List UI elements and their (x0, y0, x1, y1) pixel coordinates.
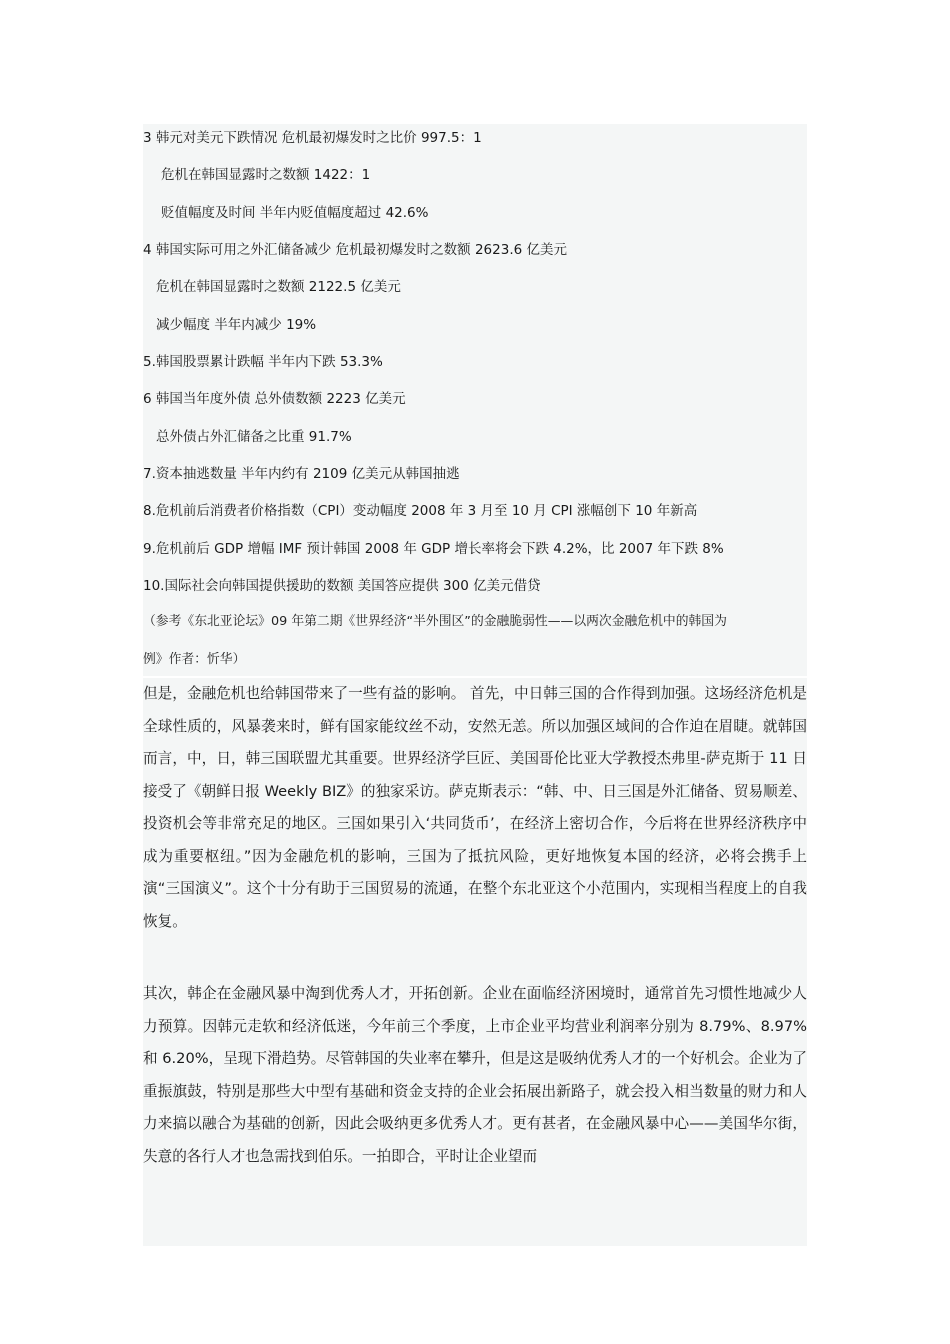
list-line: 总外债占外汇储备之比重 91.7% (156, 429, 352, 445)
body-text (143, 678, 807, 1246)
list-line: 5.韩国股票累计跌幅 半年内下跌 53.3% (143, 354, 383, 370)
reference-note: （参考《东北亚论坛》09 年第二期《世界经济“半外围区”的金融脆弱性——以两次金融危机中的韩国为 (143, 614, 727, 629)
list-line: 4 韩国实际可用之外汇储备减少 危机最初爆发时之数额 2623.6 亿美元 (143, 242, 567, 258)
list-line: 6 韩国当年度外债 总外债数额 2223 亿美元 (143, 391, 406, 407)
list-line: 减少幅度 半年内减少 19% (156, 317, 317, 333)
paragraph: 其次，韩企在金融风暴中淘到优秀人才，开拓创新。企业在面临经济困境时，通常首先习惯性地减少人力预算。因韩元走软和经济低迷，今年前三个季度，上市企业平均营业利润率分别为 8.79%、8.97%和 6.20%，呈现下滑趋势。尽管韩国的失业率在攀升，但是这是吸纳优秀人才的一个好机会。企业为了重振旗鼓，特别是那些大中型有基础和资金支持的企业会拓展出新路子，就会投入相当数量的财力和人力来搞以融合为基础的创新，因此会吸纳更多优秀人才。更有甚者，在金融风暴中心——美国华尔街，失意的各行人才也急需找到伯乐。一拍即合，平时让企业望而 (143, 985, 807, 1165)
paragraph: 但是，金融危机也给韩国带来了一些有益的影响。 首先，中日韩三国的合作得到加强。这场经济危机是全球性质的，风暴袭来时，鲜有国家能纹丝不动，安然无恙。所以加强区域间的合作迫在眉睫。就韩国而言，中，日，韩三国联盟尤其重要。世界经济学巨匠、美国哥伦比亚大学教授杰弗里-萨克斯于 11 日接受了《朝鲜日报 Weekly BIZ》的独家采访。萨克斯表示：“韩、中、日三国是外汇储备、贸易顺差、投资机会等非常充足的地区。三国如果引入‘共同货币’，在经济上密切合作，今后将在世界经济秩序中成为重要枢纽。”因为金融危机的影响，三国为了抵抗风险，更好地恢复本国的经济，必将会携手上演“三国演义”。这个十分有助于三国贸易的流通，在整个东北亚这个小范围内，实现相当程度上的自我恢复。 (143, 685, 807, 930)
list-line: 9.危机前后 GDP 增幅 IMF 预计韩国 2008 年 GDP 增长率将会下跌 4.2%，比 2007 年下跌 8% (143, 541, 724, 557)
list-line: 3 韩元对美元下跌情况 危机最初爆发时之比价 997.5：1 (143, 130, 482, 146)
list-line: 危机在韩国显露时之数额 2122.5 亿美元 (156, 279, 401, 295)
list-line: 贬值幅度及时间 半年内贬值幅度超过 42.6% (161, 205, 429, 221)
list-line: 危机在韩国显露时之数额 1422：1 (161, 167, 371, 183)
statistics-list (143, 124, 807, 676)
list-line: 8.危机前后消费者价格指数（CPI）变动幅度 2008 年 3 月至 10 月 CPI 涨幅创下 10 年新高 (143, 503, 698, 519)
list-line: 10.国际社会向韩国提供援助的数额 美国答应提供 300 亿美元借贷 (143, 578, 541, 594)
reference-note: 例》作者：忻华） (143, 652, 246, 667)
list-line: 7.资本抽逃数量 半年内约有 2109 亿美元从韩国抽逃 (143, 466, 460, 482)
